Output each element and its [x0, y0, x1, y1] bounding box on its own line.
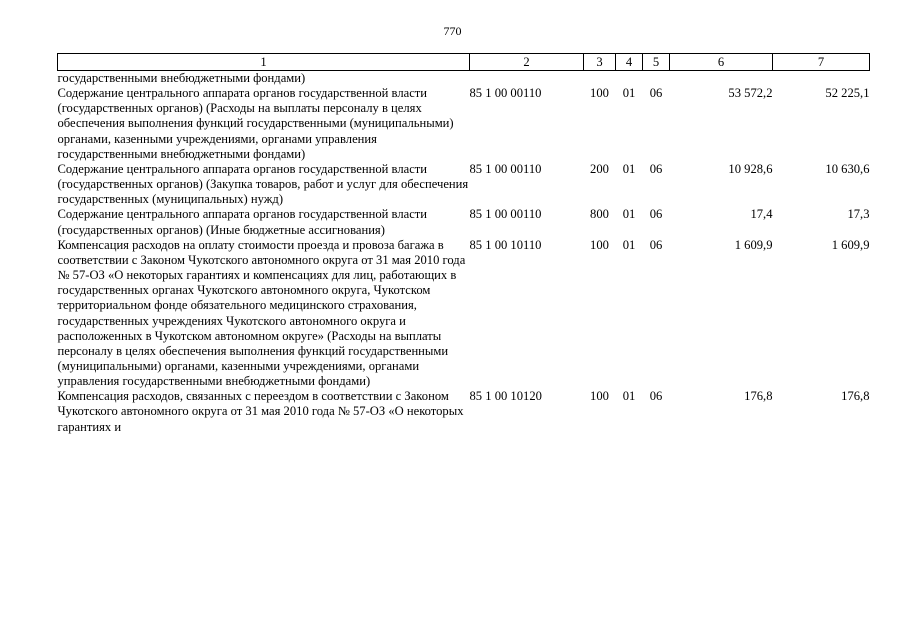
- row-target-code: 85 1 00 10120: [469, 389, 542, 404]
- row-target-code: 85 1 00 10110: [469, 237, 542, 252]
- row-amount-col7: 10 630,6: [825, 161, 870, 176]
- row-expense-type: [584, 71, 616, 87]
- table-row: [58, 238, 870, 390]
- row-subsection: 06: [649, 161, 663, 176]
- row-section: 01: [622, 237, 636, 252]
- table-row: [58, 71, 870, 87]
- row-section: 01: [622, 207, 636, 222]
- col-header-1: 1: [58, 54, 470, 71]
- row-amount-col7: 17,3: [847, 207, 870, 222]
- row-section: 01: [622, 389, 636, 404]
- col-header-3: 3: [584, 54, 616, 71]
- row-description: Компенсация расходов, связанных с переездом в соответствии с Законом Чукотского автономного округа от 31 мая 2010 года № 57-ОЗ «О некоторых гарантиях и: [57, 389, 464, 434]
- row-expense-type: 100: [590, 86, 609, 101]
- row-description: Содержание центрального аппарата органов государственной власти (государственных органов) (Расходы на выплаты персоналу в целях обеспечения выполнения функций государственными (муниципальными) органами, казенными учреждениями, органами управления государственными внебюджетными фондами): [57, 86, 454, 161]
- row-description: Содержание центрального аппарата органов государственной власти (государственных органов) (Иные бюджетные ассигнования): [57, 207, 428, 237]
- row-subsection: 06: [649, 86, 663, 101]
- col-header-7: 7: [773, 54, 870, 71]
- table-row: [58, 162, 870, 207]
- row-amount-col7: 52 225,1: [825, 86, 870, 101]
- row-amount-col7: 1 609,9: [831, 237, 870, 252]
- col-header-5: 5: [643, 54, 670, 71]
- row-amount-col6: 176,8: [744, 389, 773, 404]
- row-description: Компенсация расходов на оплату стоимости проезда и провоза багажа в соответствии с Законом Чукотского автономного округа от 31 мая 2010 года № 57-ОЗ «О некоторых гарантиях и компенсациях для лиц, работающих в государственных органах Чукотского автономного округа, Чукотском территориальном фонде обязательного медицинского страхования, государственных учреждениях Чукотского автономного округа и расположенных в Чукотском автономном округе» (Расходы на выплаты персоналу в целях обеспечения выполнения функций государственными (муниципальными) органами, казенными учреждениями, органами управления государственными внебюджетными фондами): [57, 237, 466, 389]
- table-row: [58, 389, 870, 434]
- col-header-2: 2: [470, 54, 584, 71]
- table-row: [58, 86, 870, 162]
- page-number: 770: [443, 24, 462, 38]
- row-target-code: [470, 71, 584, 87]
- row-description: Содержание центрального аппарата органов государственной власти (государственных органов) (Закупка товаров, работ и услуг для обеспечения государственных (муниципальных) нужд): [57, 161, 469, 207]
- row-amount-col6: 17,4: [750, 207, 773, 222]
- row-amount-col6: [670, 71, 773, 87]
- row-amount-col6: 1 609,9: [734, 237, 773, 252]
- row-amount-col6: 10 928,6: [728, 161, 773, 176]
- row-subsection: [643, 71, 670, 87]
- table-row: [58, 207, 870, 237]
- row-target-code: 85 1 00 00110: [469, 86, 542, 101]
- row-section: [616, 71, 643, 87]
- row-amount-col7: 176,8: [841, 389, 870, 404]
- row-target-code: 85 1 00 00110: [469, 207, 542, 222]
- col-header-6: 6: [670, 54, 773, 71]
- col-header-4: 4: [616, 54, 643, 71]
- row-section: 01: [622, 86, 636, 101]
- row-subsection: 06: [649, 207, 663, 222]
- row-subsection: 06: [649, 389, 663, 404]
- budget-table: [57, 53, 870, 435]
- row-target-code: 85 1 00 00110: [469, 161, 542, 176]
- row-expense-type: 100: [590, 389, 609, 404]
- row-expense-type: 200: [590, 161, 609, 176]
- row-amount-col6: 53 572,2: [728, 86, 773, 101]
- header-row: [58, 54, 870, 71]
- row-section: 01: [622, 161, 636, 176]
- row-amount-col7: [773, 71, 870, 87]
- row-description: государственными внебюджетными фондами): [57, 71, 306, 85]
- row-expense-type: 800: [590, 207, 609, 222]
- row-expense-type: 100: [590, 237, 609, 252]
- row-subsection: 06: [649, 237, 663, 252]
